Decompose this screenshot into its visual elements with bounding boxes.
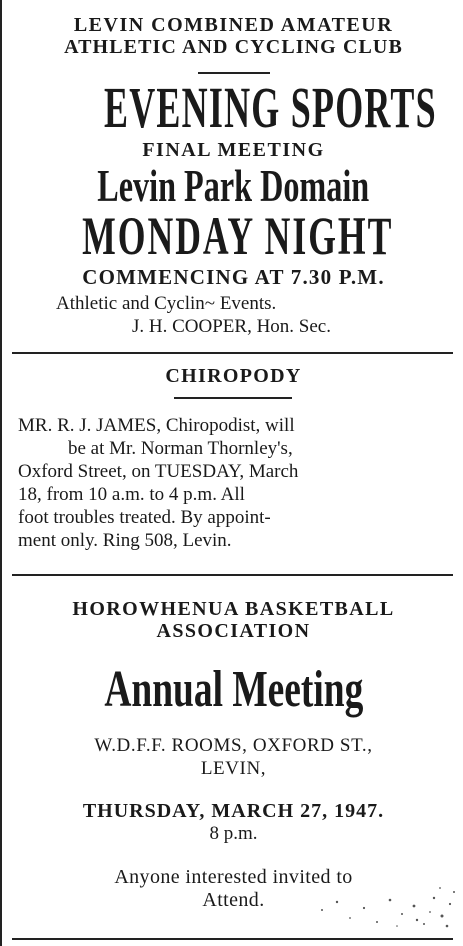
invite-line2: Attend. (202, 889, 265, 911)
print-speckle-texture (302, 880, 462, 935)
bottom-divider (12, 938, 453, 940)
meeting-date: THURSDAY, MARCH 27, 1947. (82, 800, 385, 822)
venue-headline: Levin Park Domain (97, 160, 370, 211)
invite-line1: Anyone interested invited to (114, 866, 353, 888)
evening-sports-headline: EVENING SPORTS (103, 75, 437, 140)
events-line: Athletic and Cyclin~ Events. (56, 293, 277, 314)
chiropody-line: 18, from 10 a.m. to 4 p.m. All (18, 484, 245, 505)
chiropody-line: MR. R. J. JAMES, Chiropodist, will (18, 415, 295, 436)
club-name-line1: LEVIN COMBINED AMATEUR (73, 14, 394, 36)
sports-advertisement (2, 14, 463, 58)
day-headline: MONDAY NIGHT (82, 206, 394, 266)
short-divider (174, 397, 292, 399)
secretary-line: J. H. COOPER, Hon. Sec. (132, 316, 331, 337)
chiropody-advertisement (2, 365, 463, 387)
final-meeting-subheadline: FINAL MEETING (142, 139, 325, 161)
association-name-line1: HOROWHENUA BASKETBALL (72, 598, 395, 620)
chiropody-line: ment only. Ring 508, Levin. (18, 530, 232, 551)
short-divider (198, 72, 270, 74)
chiropody-line: Oxford Street, on TUESDAY, March (18, 461, 299, 482)
venue-line1: W.D.F.F. ROOMS, OXFORD ST., (94, 735, 373, 756)
chiropody-body (2, 414, 463, 552)
chiropody-line: foot troubles treated. By appoint- (18, 507, 271, 528)
section-divider (12, 352, 453, 354)
commencing-time: COMMENCING AT 7.30 P.M. (82, 265, 385, 289)
headline-block (2, 75, 463, 140)
chiropody-title: CHIROPODY (165, 365, 302, 387)
annual-meeting-headline: Annual Meeting (104, 661, 363, 718)
club-name-line2: ATHLETIC AND CYCLING CLUB (64, 36, 403, 58)
section-divider (12, 574, 453, 576)
meeting-time: 8 p.m. (209, 823, 258, 844)
chiropody-line: be at Mr. Norman Thornley's, (68, 438, 293, 459)
basketball-advertisement (2, 598, 463, 642)
venue-line2: LEVIN, (200, 758, 267, 779)
association-name-line2: ASSOCIATION (156, 620, 311, 642)
